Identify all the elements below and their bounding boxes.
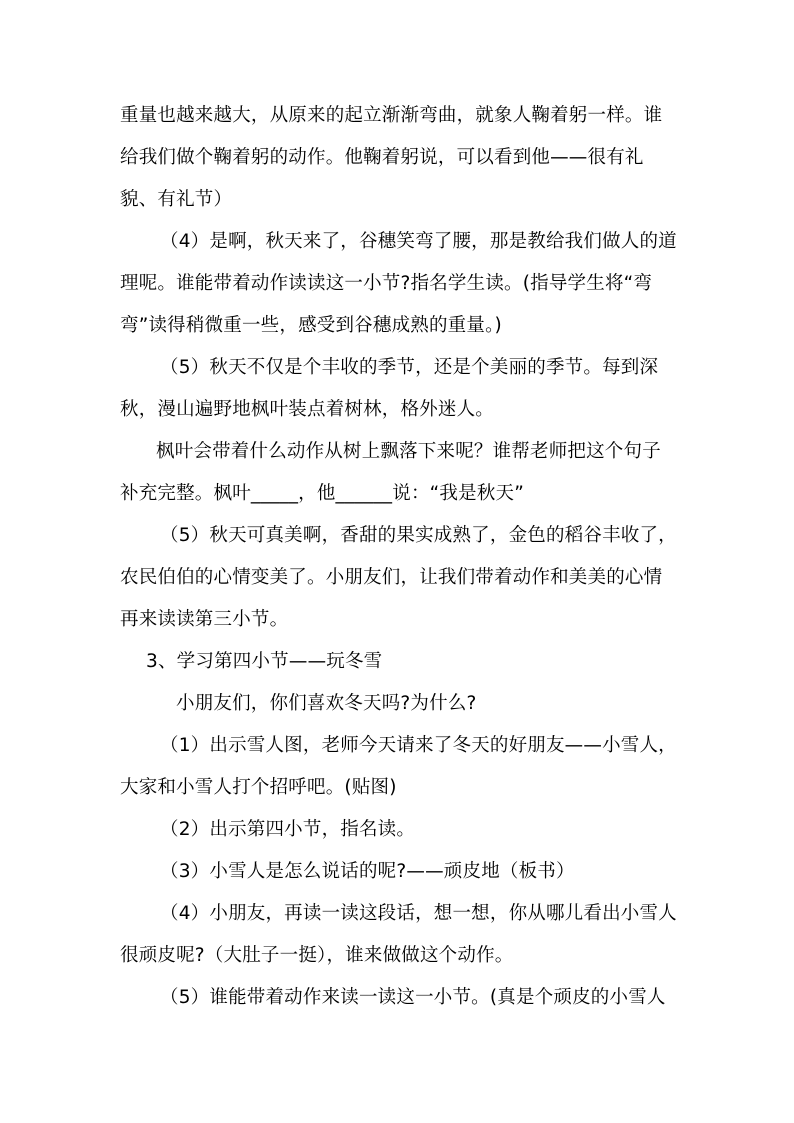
text-line-16: （1）出示雪人图，老师今天请来了冬天的好朋友——小雪人，	[160, 735, 677, 756]
section-heading: 3、学习第四小节——玩冬雪	[146, 651, 383, 672]
text-line-15: 小朋友们，你们喜欢冬天吗?为什么?	[176, 693, 477, 714]
text-line-2: 给我们做个鞠着躬的动作。他鞠着躬说，可以看到他——很有礼	[120, 147, 644, 168]
text-line-20: （4）小朋友，再读一读这段话，想一想，你从哪儿看出小雪人	[160, 903, 677, 924]
text-line-5: 理呢。谁能带着动作读读这一小节?指名学生读。(指导学生将“弯	[120, 273, 653, 294]
text-line-12: 农民伯伯的心情变美了。小朋友们，让我们带着动作和美美的心情	[120, 567, 663, 588]
text-line-1: 重量也越来越大，从原来的起立渐渐弯曲，就象人鞠着躬一样。谁	[120, 105, 663, 126]
text-line-3: 貌、有礼节）	[120, 189, 233, 210]
text-line-22: （5）谁能带着动作来读一读这一小节。(真是个顽皮的小雪人	[160, 987, 666, 1008]
text-line-11: （5）秋天可真美啊，香甜的果实成熟了，金色的稻谷丰收了，	[160, 525, 677, 546]
text-line-4: （4）是啊，秋天来了，谷穗笑弯了腰，那是教给我们做人的道	[160, 231, 677, 252]
text-line-9: 枫叶会带着什么动作从树上飘落下来呢？谁帮老师把这个句子	[156, 441, 661, 462]
text-line-8: 秋，漫山遍野地枫叶装点着树林，格外迷人。	[120, 399, 495, 420]
text-line-7: （5）秋天不仅是个丰收的季节，还是个美丽的季节。每到深	[160, 357, 659, 378]
text-line-19: （3）小雪人是怎么说话的呢?——顽皮地（板书）	[160, 861, 575, 882]
text-line-10: 补充完整。枫叶_____，他______说：“我是秋天”	[120, 483, 525, 504]
text-line-17: 大家和小雪人打个招呼吧。(贴图)	[120, 777, 397, 798]
text-line-13: 再来读读第三小节。	[120, 609, 289, 630]
text-line-18: （2）出示第四小节，指名读。	[160, 819, 416, 840]
text-line-6: 弯”读得稍微重一些，感受到谷穗成熟的重量。)	[120, 315, 502, 336]
text-line-21: 很顽皮呢?（大肚子一挺），谁来做做这个动作。	[120, 945, 514, 966]
